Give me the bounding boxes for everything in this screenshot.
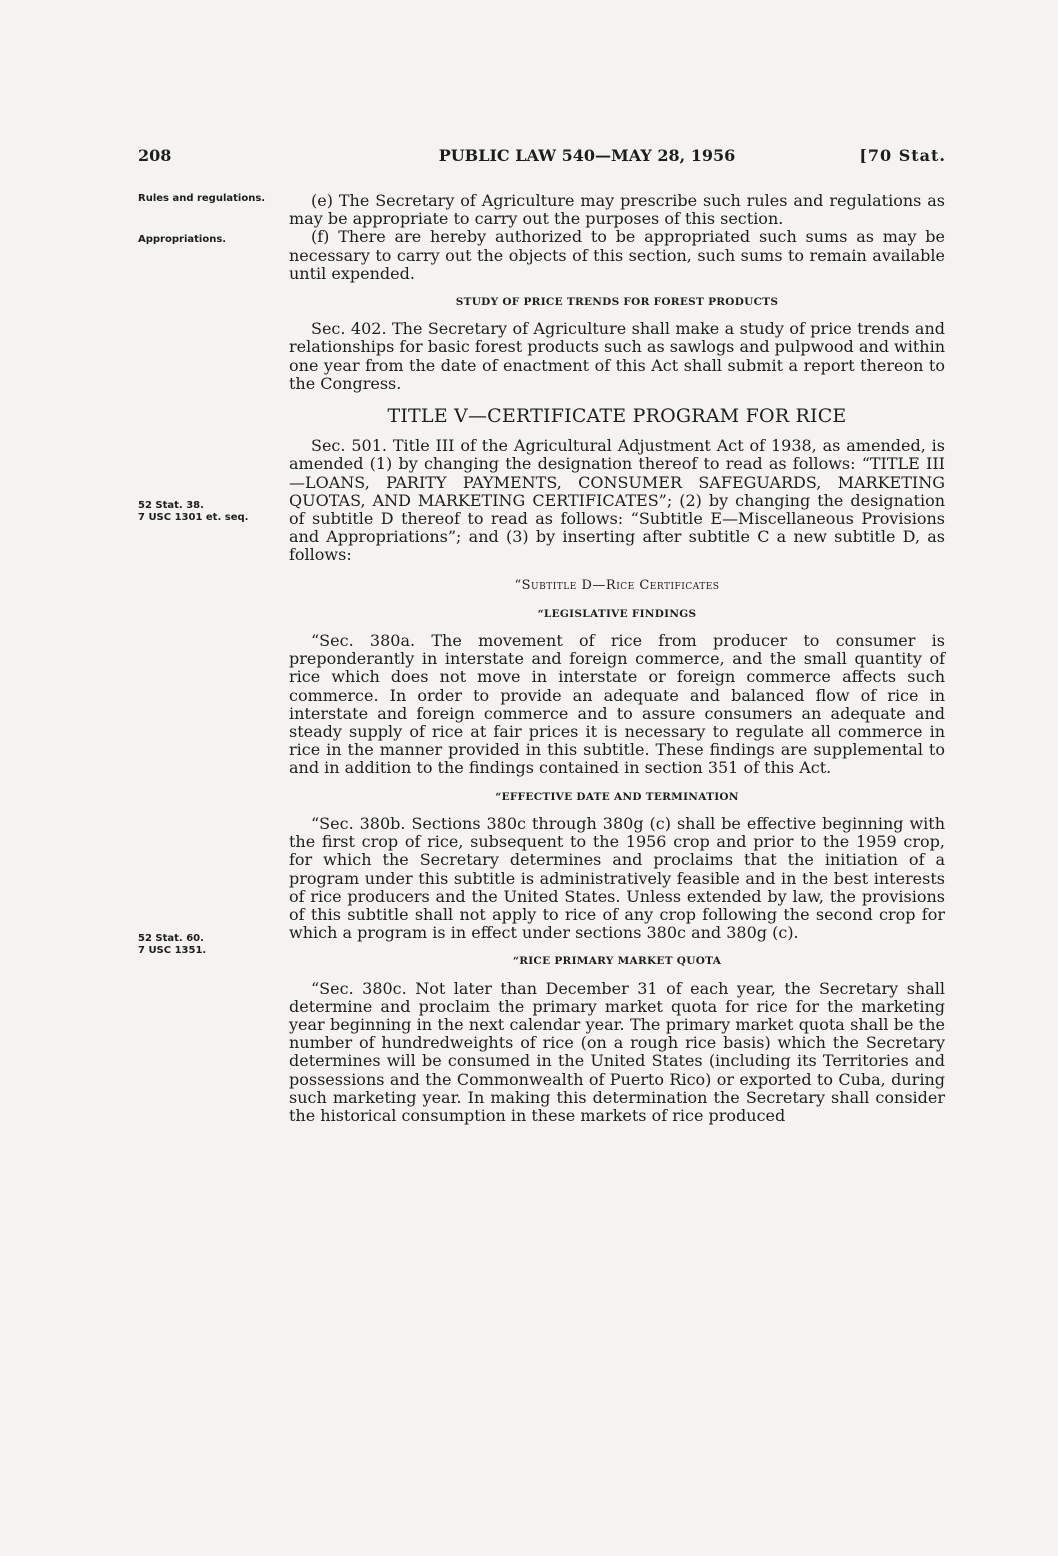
heading-effective-date: “EFFECTIVE DATE AND TERMINATION xyxy=(495,790,739,803)
page-header xyxy=(138,146,946,170)
heading-rice-primary-market-quota: “RICE PRIMARY MARKET QUOTA xyxy=(512,955,722,968)
section-501: Sec. 501. Title III of the Agricultural Adjustment Act of 1938, as amended, is amended (1) by changing the designation thereof to read as follows: “TITLE III—LOANS, PARITY PAYMENTS, CONSUMER SAFEGUARDS, MARKETING QUOTAS, AND MARKETING CERTIFICATES”; (2) by changing the designation of subtitle D thereof to read as follows: “Subtitle E—Miscellaneous Provisions and Appropriations”; and (3) by inserting after subtitle C a new subtitle D, as follows: xyxy=(289,436,945,565)
running-title: PUBLIC LAW 540—MAY 28, 1956 xyxy=(438,146,736,165)
section-380a: “Sec. 380a. The movement of rice from producer to consumer is preponderantly in interstate and foreign commerce, and the small quantity of rice which does not move in interstate or foreign commerce affects such commerce. In order to provide an adequate and balanced flow of rice in interstate and foreign commerce and to assure consumers an adequate and steady supply of rice at fair prices it is necessary to regulate all commerce in rice in the manner provided in this subtitle. These findings are supplemental to and in addition to the findings contained in section 351 of this Act. xyxy=(289,631,945,778)
section-380b: “Sec. 380b. Sections 380c through 380g (c) shall be effective beginning with the first crop of rice, subsequent to the 1956 crop and prior to the 1959 crop, for which the Secretary determines and proclaims that the initiation of a program under this subtitle is administratively feasible and in the best interests of rice producers and the United States. Unless extended by law, the provisions of this subtitle shall not apply to rice of any crop following the second crop for which a program is in effect under sections 380c and 380g (c). xyxy=(289,813,945,943)
page-number: 208 xyxy=(138,146,172,165)
body-text xyxy=(289,192,945,1125)
margin-note-appropriations: Appropriations. xyxy=(138,234,227,245)
section-380c: “Sec. 380c. Not later than December 31 of each year, the Secretary shall determine and proclaim the primary market quota for rice for the marketing year beginning in the next calendar year. The primary market quota shall be the number of hundredweights of rice (on a rough rice basis) which the Secretary determines will be consumed in the United States (including its Territories and possessions and the Commonwealth of Puerto Rico) or exported to Cuba, during such marketing year. In making this determination the Secretary shall consider the historical consumption in these markets of rice produced xyxy=(289,978,945,1125)
section-402: Sec. 402. The Secretary of Agriculture shall make a study of price trends and relationships for basic forest products such as sawlogs and pulpwood and within one year from the date of enactment of this Act shall submit a report thereon to the Congress. xyxy=(289,319,945,393)
margin-note-statute-ref-1: 52 Stat. 38. 7 USC 1301 et. seq. xyxy=(138,500,249,523)
heading-study-price-trends: STUDY OF PRICE TRENDS FOR FOREST PRODUCTS xyxy=(455,296,779,309)
heading-legislative-findings: “LEGISLATIVE FINDINGS xyxy=(537,607,697,620)
statute-citation: [70 Stat. xyxy=(859,146,946,165)
subtitle-d-heading: “Subtitle D—Rice Certificates xyxy=(514,577,720,593)
margin-note-statute-ref-2: 52 Stat. 60. 7 USC 1351. xyxy=(138,933,207,956)
title-v-heading: TITLE V—CERTIFICATE PROGRAM FOR RICE xyxy=(387,405,847,428)
paragraph-f: (f) There are hereby authorized to be appropriated such sums as may be necessary to carry out the objects of this section, such sums to remain available until expended. xyxy=(289,227,945,283)
paragraph-e: (e) The Secretary of Agriculture may prescribe such rules and regulations as may be appropriate to carry out the purposes of this section. xyxy=(289,191,945,229)
margin-note-rules: Rules and regulations. xyxy=(138,193,266,204)
